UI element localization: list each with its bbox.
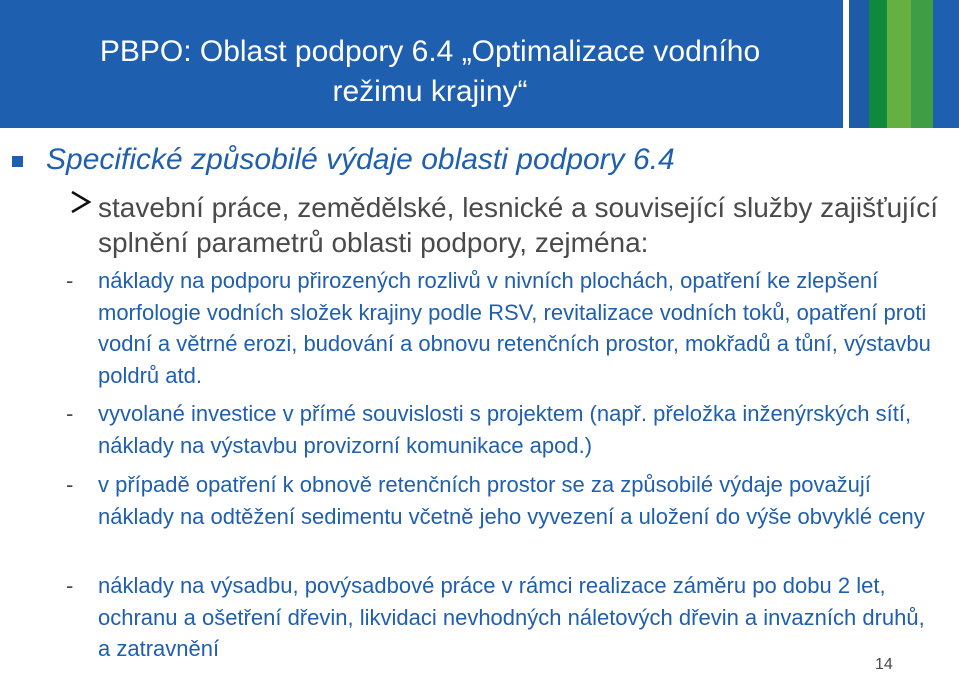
list-item-text: náklady na podporu přirozených rozlivů v nivních plochách, opatření ke zlepšení morfologie vodních složek krajiny podle RSV, revitalizace vodních toků, opatření proti vodní a větrné erozi, budování a obnovu retenčních prostor, mokřadů a tůní, výstavbu poldrů atd. bbox=[98, 268, 931, 388]
slide-title bbox=[30, 32, 830, 112]
strip-band bbox=[869, 0, 887, 128]
page-number: 14 bbox=[875, 656, 893, 673]
dash-bullet: - bbox=[66, 472, 74, 497]
strip-band bbox=[887, 0, 911, 128]
strip-band bbox=[831, 0, 843, 128]
slide-title-line-2: režimu krajiny“ bbox=[332, 75, 528, 108]
decorative-color-strip bbox=[831, 0, 959, 128]
arrowhead-bullet-icon bbox=[70, 190, 92, 214]
square-bullet-icon bbox=[12, 156, 23, 167]
dash-bullet: - bbox=[66, 573, 74, 598]
section-heading: Specifické způsobilé výdaje oblasti podpory 6.4 bbox=[46, 143, 675, 176]
strip-band bbox=[911, 0, 933, 128]
list-item-text: náklady na výsadbu, povýsadbové práce v rámci realizace záměru po dobu 2 let, ochranu a ošetření dřevin, likvidaci nevhodných náletových dřevin a invazních druhů, a zatravnění bbox=[98, 573, 925, 661]
slide-title-line-1: PBPO: Oblast podpory 6.4 „Optimalizace vodního bbox=[99, 35, 761, 68]
list-item-text: v případě opatření k obnově retenčních prostor se za způsobilé výdaje považují náklady na odtěžení sedimentu včetně jeho vyvezení a uložení do výše obvyklé ceny bbox=[98, 472, 925, 529]
dash-bullet: - bbox=[66, 268, 74, 293]
list-item-text: vyvolané investice v přímé souvislosti s projektem (např. přeložka inženýrských sítí, náklady na výstavbu provizorní komunikace apod.) bbox=[98, 401, 912, 458]
title-banner bbox=[0, 0, 831, 128]
strip-band bbox=[849, 0, 869, 128]
intro-text: stavební práce, zemědělské, lesnické a související služby zajišťující splnění parametrů oblasti podpory, zejména: bbox=[98, 192, 938, 258]
dash-bullet: - bbox=[66, 401, 74, 426]
strip-band bbox=[933, 0, 959, 128]
